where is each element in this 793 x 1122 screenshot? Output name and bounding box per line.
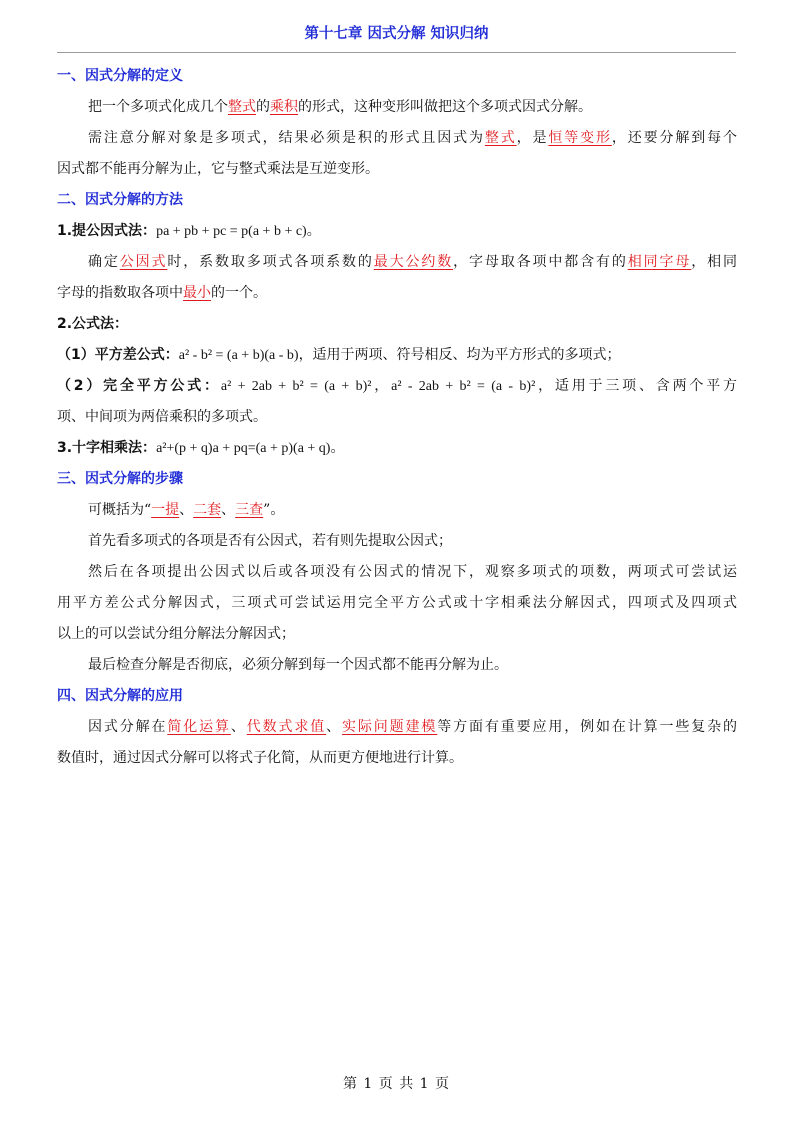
text: 的形式，这种变形叫做把这个多项式因式分解。: [298, 99, 592, 115]
s3-paragraph-4: 最后检查分解是否彻底，必须分解到每一个因式都不能再分解为止。: [88, 657, 508, 673]
method-1: [57, 216, 737, 247]
text: 字母的指数取各项中: [57, 285, 183, 301]
document-body: [57, 61, 737, 774]
item-label: （2）完全平方公式：: [57, 378, 221, 394]
page-footer: 第 1 页 共 1 页: [342, 1076, 451, 1092]
text: 等方面有重要应用，例如在计算一些复杂的: [437, 719, 737, 735]
text: 、: [230, 719, 247, 735]
method-3: [57, 433, 737, 464]
text: 需注意分解对象是多项式，结果必须是积的形式且因式为: [88, 130, 485, 146]
s1-paragraph-1: [57, 92, 737, 123]
section-3-title: 三、因式分解的步骤: [57, 471, 183, 487]
section-2-title: 二、因式分解的方法: [57, 192, 183, 208]
page-title: 第十七章 因式分解 知识归纳: [304, 26, 489, 42]
s3-paragraph-3-line-3: 以上的可以尝试分组分解法分解因式；: [57, 626, 295, 642]
keyword-highlight: 三查: [235, 502, 264, 518]
section-1-title: 一、因式分解的定义: [57, 68, 183, 84]
method-1-desc-line-1: [57, 247, 737, 278]
s4-paragraph-line-2: 数值时，通过因式分解可以将式子化简，从而更方便地进行计算。: [57, 750, 463, 766]
keyword-highlight: 整式: [228, 99, 256, 115]
method-3-formula: a²+(p + q)a + pq=(a + p)(a + q)。: [156, 441, 345, 456]
text: 的: [256, 99, 270, 115]
text: ，还要分解到每个: [611, 130, 737, 146]
keyword-highlight: 乘积: [270, 99, 298, 115]
header-divider: [57, 52, 736, 53]
text: ，: [371, 378, 392, 394]
s1-paragraph-2-line-1: [57, 123, 737, 154]
keyword-highlight: 恒等变形: [548, 130, 612, 146]
method-2-item-2-line-1: [57, 371, 737, 402]
text: 可概括为“: [88, 502, 152, 518]
s3-paragraph-2: 首先看多项式的各项是否有公因式，若有则先提取公因式；: [88, 533, 452, 549]
text: 时，系数取多项式各项系数的: [167, 254, 374, 270]
keyword-highlight: 二套: [193, 502, 222, 518]
keyword-highlight: 相同字母: [627, 254, 692, 270]
text: 、: [179, 502, 194, 518]
method-2-item-1: [57, 340, 737, 371]
item-label: （1）平方差公式：: [57, 347, 179, 363]
method-1-label: 1.提公因式法：: [57, 223, 157, 239]
text: 因式分解在: [88, 719, 168, 735]
keyword-highlight: 代数式求值: [246, 719, 327, 735]
s3-paragraph-3-line-2: 用平方差公式分解因式，三项式可尝试运用完全平方公式或十字相乘法分解因式，四项式及四项式: [57, 595, 737, 611]
text: 的一个。: [211, 285, 267, 301]
text: 、: [221, 502, 236, 518]
method-1-formula: pa + pb + pc = p(a + b + c)。: [156, 224, 321, 239]
section-4-title: 四、因式分解的应用: [57, 688, 183, 704]
text: ，是: [516, 130, 549, 146]
keyword-highlight: 公因式: [119, 254, 168, 270]
text: ，适用于三项、含两个平方: [535, 378, 738, 394]
keyword-highlight: 最小: [183, 285, 211, 301]
keyword-highlight: 整式: [484, 130, 517, 146]
text: ，字母取各项中都含有的: [453, 254, 628, 270]
s3-paragraph-1: [57, 495, 737, 526]
formula-difference-of-squares: a² - b² = (a + b)(a - b): [178, 348, 299, 363]
text: ，适用于两项、符号相反、均为平方形式的多项式；: [298, 347, 621, 363]
method-2-item-2-line-2: 项、中间项为两倍乘积的多项式。: [57, 409, 267, 425]
s4-paragraph-line-1: [57, 712, 737, 743]
method-2-label: 2.公式法：: [57, 316, 129, 332]
text: 把一个多项式化成几个: [88, 99, 228, 115]
s1-paragraph-2-line-2: 因式都不能再分解为止，它与整式乘法是互逆变形。: [57, 161, 379, 177]
text: 、: [326, 719, 342, 735]
formula-perfect-square-minus: a² - 2ab + b² = (a - b)²: [391, 379, 536, 394]
formula-perfect-square-plus: a² + 2ab + b² = (a + b)²: [220, 379, 372, 394]
text: ”。: [263, 502, 285, 518]
method-1-desc-line-2: [57, 278, 737, 309]
text: 确定: [88, 254, 120, 270]
keyword-highlight: 简化运算: [167, 719, 231, 735]
keyword-highlight: 实际问题建模: [342, 719, 438, 735]
s3-paragraph-3-line-1: 然后在各项提出公因式以后或各项没有公因式的情况下，观察多项式的项数，两项式可尝试运: [88, 564, 737, 580]
keyword-highlight: 一提: [151, 502, 180, 518]
method-3-label: 3.十字相乘法：: [57, 440, 157, 456]
text: ，相同: [691, 254, 737, 270]
keyword-highlight: 最大公约数: [373, 254, 454, 270]
